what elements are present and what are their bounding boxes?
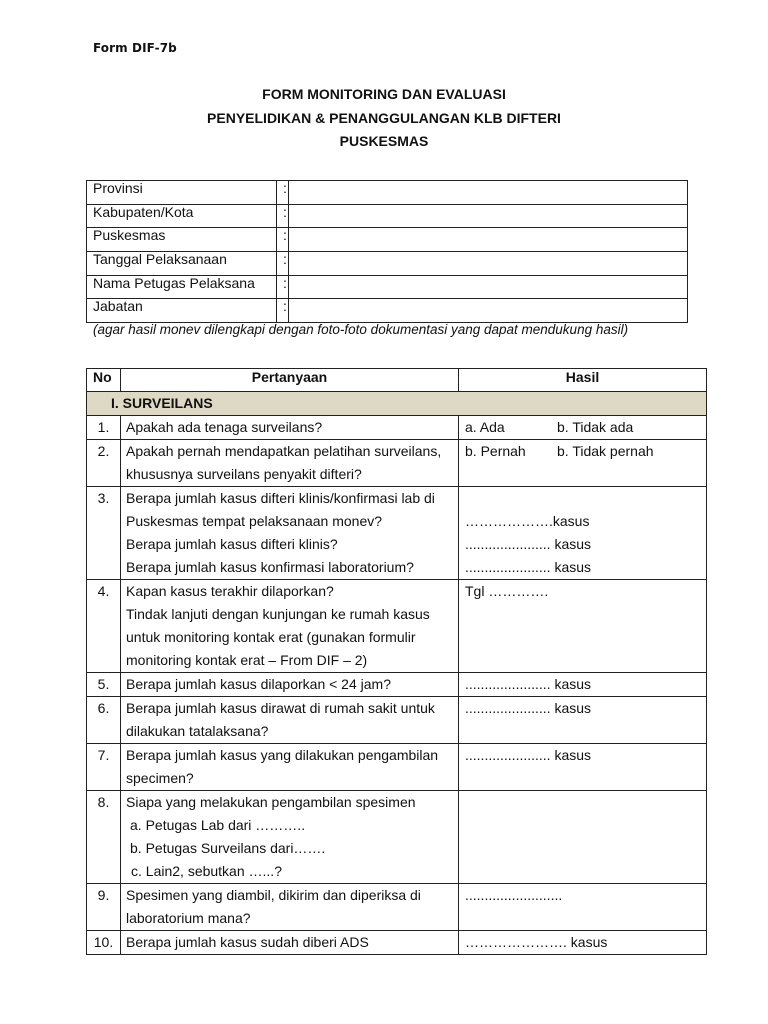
table-row: [87, 931, 707, 955]
identity-colon: :: [277, 181, 289, 205]
row-number: 1.: [87, 416, 121, 440]
result-line[interactable]: ...................... kasus: [465, 747, 592, 763]
question-line: Tindak lanjuti dengan kunjungan ke rumah kasus: [126, 606, 430, 622]
row-number: 10.: [87, 931, 121, 955]
question-line: Berapa jumlah kasus dilaporkan < 24 jam?: [126, 676, 391, 692]
identity-colon: :: [277, 228, 289, 252]
question-cell: [121, 580, 459, 673]
option-a[interactable]: a. Ada: [465, 419, 505, 435]
result-line[interactable]: ...................... kasus: [465, 536, 592, 552]
identity-label: Nama Petugas Pelaksana: [87, 275, 277, 299]
row-number: 9.: [87, 884, 121, 931]
row-number: 8.: [87, 791, 121, 884]
identity-row: [87, 204, 688, 228]
monev-question-table: [86, 368, 707, 955]
result-cell[interactable]: [459, 791, 707, 884]
option-b[interactable]: b. Tidak ada: [557, 419, 634, 435]
identity-colon: :: [277, 275, 289, 299]
identity-value-field[interactable]: [289, 275, 688, 299]
documentation-note: (agar hasil monev dilengkapi dengan foto-foto dokumentasi yang dapat mendukung hasil): [93, 322, 629, 337]
identity-value-field[interactable]: [289, 252, 688, 276]
header-question: Pertanyaan: [121, 369, 459, 392]
row-number: 7.: [87, 744, 121, 791]
section-title: [87, 392, 707, 416]
row-number: 4.: [87, 580, 121, 673]
question-line: Puskesmas tempat pelaksanaan monev?: [126, 513, 383, 529]
identity-value-field[interactable]: [289, 181, 688, 205]
form-title-line-2: PENYELIDIKAN & PENANGGULANGAN KLB DIFTERI: [207, 110, 561, 126]
section-title-text: I. SURVEILANS: [111, 395, 213, 411]
question-line: khususnya surveilans penyakit difteri?: [126, 466, 362, 482]
result-line[interactable]: ...................... kasus: [465, 700, 592, 716]
form-title-line-1: FORM MONITORING DAN EVALUASI: [262, 86, 506, 102]
identity-colon: :: [277, 252, 289, 276]
question-line: laboratorium mana?: [126, 910, 251, 926]
result-cell[interactable]: [459, 487, 707, 580]
row-number: 3.: [87, 487, 121, 580]
question-line: Berapa jumlah kasus konfirmasi laboratorium?: [126, 559, 414, 575]
table-row: [87, 744, 707, 791]
identity-label: Provinsi: [87, 181, 277, 205]
table-row: [87, 440, 707, 487]
result-line[interactable]: ...................... kasus: [465, 676, 592, 692]
result-cell[interactable]: [459, 440, 707, 487]
question-cell: [121, 884, 459, 931]
identity-colon: :: [277, 204, 289, 228]
header-result: Hasil: [459, 369, 707, 392]
identity-table: [86, 180, 688, 323]
question-cell: [121, 673, 459, 697]
question-cell: [121, 697, 459, 744]
identity-row: [87, 181, 688, 205]
table-row: [87, 487, 707, 580]
question-cell: [121, 487, 459, 580]
question-line: monitoring kontak erat – From DIF – 2): [126, 652, 368, 668]
identity-label: Kabupaten/Kota: [87, 204, 277, 228]
identity-row: [87, 228, 688, 252]
identity-value-field[interactable]: [289, 299, 688, 323]
identity-value-field[interactable]: [289, 228, 688, 252]
result-cell[interactable]: [459, 580, 707, 673]
result-line[interactable]: ……………….kasus: [465, 513, 590, 529]
question-line: Apakah pernah mendapatkan pelatihan surveilans,: [126, 443, 442, 459]
question-line: specimen?: [126, 770, 194, 786]
result-cell[interactable]: [459, 884, 707, 931]
question-cell: [121, 931, 459, 955]
table-row: [87, 580, 707, 673]
result-line[interactable]: Tgl ………….: [465, 583, 549, 599]
result-cell[interactable]: [459, 697, 707, 744]
result-line[interactable]: .........................: [465, 887, 563, 903]
table-row: [87, 791, 707, 884]
question-line: Kapan kasus terakhir dilaporkan?: [126, 583, 334, 599]
result-line[interactable]: ...................... kasus: [465, 559, 592, 575]
result-line[interactable]: …………………. kasus: [465, 934, 608, 950]
question-option-line: a. Petugas Lab dari ………..: [130, 817, 306, 833]
result-cell[interactable]: [459, 744, 707, 791]
question-line: Siapa yang melakukan pengambilan spesimen: [126, 794, 416, 810]
identity-label: Puskesmas: [87, 228, 277, 252]
question-option-line: c. Lain2, sebutkan …...?: [131, 863, 282, 879]
identity-label: Jabatan: [87, 299, 277, 323]
header-no: No: [87, 369, 121, 392]
identity-colon: :: [277, 299, 289, 323]
question-line: Berapa jumlah kasus difteri klinis?: [126, 536, 338, 552]
option-a[interactable]: b. Pernah: [465, 443, 526, 459]
option-b[interactable]: b. Tidak pernah: [557, 443, 654, 459]
row-number: 5.: [87, 673, 121, 697]
question-cell: [121, 440, 459, 487]
question-line: Apakah ada tenaga surveilans?: [126, 419, 323, 435]
table-row: [87, 697, 707, 744]
question-line: dilakukan tatalaksana?: [126, 723, 269, 739]
result-cell[interactable]: [459, 416, 707, 440]
row-number: 6.: [87, 697, 121, 744]
question-cell: [121, 791, 459, 884]
table-header-row: [87, 369, 707, 392]
question-line: untuk monitoring kontak erat (gunakan formulir: [126, 629, 416, 645]
question-option-line: b. Petugas Surveilans dari…….: [130, 840, 326, 856]
question-line: Berapa jumlah kasus difteri klinis/konfirmasi lab di: [126, 490, 435, 506]
question-line: Spesimen yang diambil, dikirim dan diperiksa di: [126, 887, 421, 903]
question-cell: [121, 744, 459, 791]
identity-row: [87, 299, 688, 323]
identity-value-field[interactable]: [289, 204, 688, 228]
form-title-line-3: PUSKESMAS: [339, 133, 429, 149]
table-row: [87, 416, 707, 440]
identity-row: [87, 275, 688, 299]
question-line: Berapa jumlah kasus dirawat di rumah sakit untuk: [126, 700, 435, 716]
identity-label: Tanggal Pelaksanaan: [87, 252, 277, 276]
row-number: 2.: [87, 440, 121, 487]
table-row: [87, 884, 707, 931]
result-cell[interactable]: [459, 673, 707, 697]
question-line: Berapa jumlah kasus yang dilakukan pengambilan: [126, 747, 439, 763]
identity-row: [87, 252, 688, 276]
question-line: Berapa jumlah kasus sudah diberi ADS: [126, 934, 369, 950]
section-row-surveilans: [87, 392, 707, 416]
table-row: [87, 673, 707, 697]
result-cell[interactable]: [459, 931, 707, 955]
question-cell: [121, 416, 459, 440]
form-code: Form DIF-7b: [93, 41, 177, 55]
